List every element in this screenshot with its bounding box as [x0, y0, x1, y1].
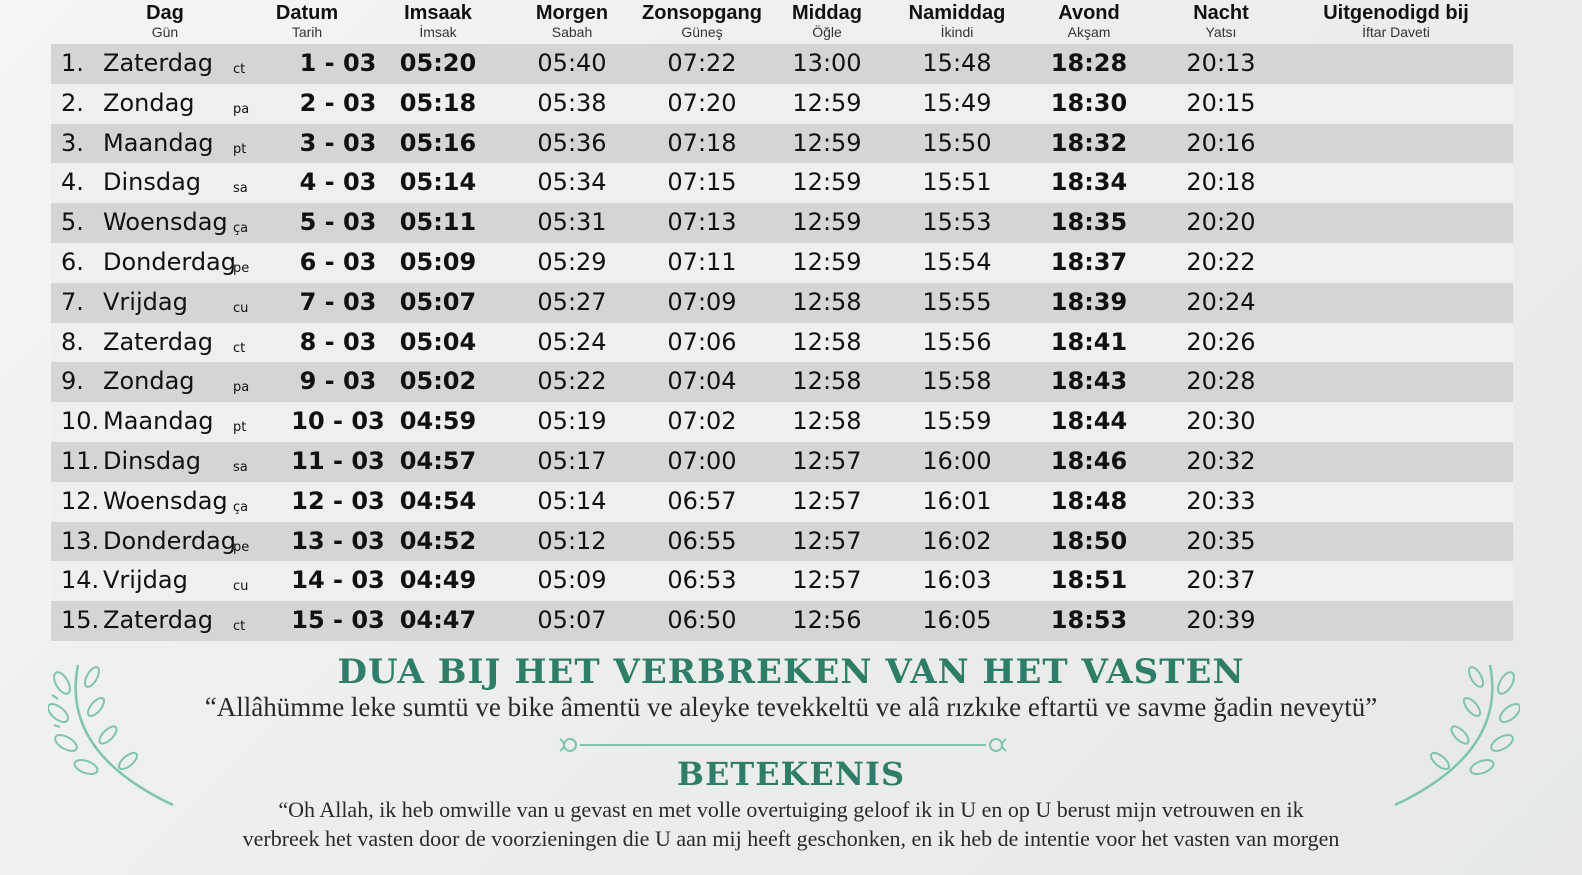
prayer-times-table	[51, 44, 1513, 641]
day-name: Donderdag	[103, 247, 236, 276]
header-zonsopgang	[642, 2, 762, 40]
time-aksam: 18:48	[1050, 486, 1128, 515]
row-number: 14.	[61, 566, 100, 595]
header-morgen	[536, 2, 608, 40]
time-gunes: 07:04	[667, 367, 737, 396]
time-ogle: 12:59	[792, 128, 862, 157]
time-ikindi: 15:49	[922, 88, 992, 117]
header-label: Nacht	[1193, 2, 1249, 24]
table-row	[51, 203, 1513, 243]
betekenis-line-1: “Oh Allah, ik heb omwille van u gevast en met volle overtuiging geloof ik in U en op U berust mijn vetrouwen en ik	[278, 797, 1304, 822]
time-gunes: 07:20	[667, 88, 737, 117]
date-cell: 1 - 03	[299, 49, 377, 77]
time-yatsi: 20:37	[1186, 566, 1256, 595]
time-gunes: 07:06	[667, 327, 737, 356]
day-abbreviation: ça	[233, 221, 249, 237]
header-middag	[792, 2, 862, 40]
header-sublabel: İkindi	[940, 24, 974, 40]
day-abbreviation: cu	[233, 579, 249, 595]
day-abbreviation: ça	[233, 499, 249, 515]
betekenis-title: BETEKENIS	[676, 755, 906, 793]
time-aksam: 18:41	[1050, 327, 1128, 356]
date-cell: 13 - 03	[291, 526, 385, 555]
row-number: 7.	[61, 287, 84, 316]
dua-text: “Allâhümme leke sumtü ve bike âmentü ve aleyke tevekkeltü ve alâ rızkıke eftartü ve savme ğadin neveytü”	[204, 692, 1378, 722]
time-sabah: 05:19	[537, 407, 607, 436]
row-number: 6.	[61, 247, 84, 276]
time-gunes: 06:50	[667, 606, 737, 635]
header-label: Middag	[792, 2, 862, 24]
date-cell: 4 - 03	[299, 168, 377, 197]
day-name: Vrijdag	[103, 566, 188, 595]
time-sabah: 05:12	[537, 526, 607, 555]
time-yatsi: 20:22	[1186, 247, 1256, 276]
time-ogle: 12:57	[792, 526, 862, 555]
header-sublabel: İmsak	[419, 24, 457, 40]
time-aksam: 18:37	[1050, 247, 1128, 276]
date-cell: 3 - 03	[299, 128, 377, 157]
dua-title: DUA BIJ HET VERBREKEN VAN HET VASTEN	[337, 652, 1245, 692]
time-imsak: 04:52	[399, 526, 477, 555]
time-sabah: 05:09	[537, 566, 607, 595]
table-row	[51, 362, 1513, 402]
time-sabah: 05:27	[537, 287, 607, 316]
table-row	[51, 84, 1513, 124]
time-sabah: 05:34	[537, 168, 607, 197]
table-row	[51, 482, 1513, 522]
time-gunes: 06:57	[667, 486, 737, 515]
day-name: Dinsdag	[103, 446, 202, 475]
day-abbreviation: ct	[233, 619, 246, 635]
time-aksam: 18:34	[1050, 168, 1128, 197]
date-cell: 12 - 03	[291, 486, 385, 515]
time-ikindi: 16:01	[922, 486, 992, 515]
day-abbreviation: ct	[233, 340, 246, 356]
header-label: Namiddag	[908, 2, 1006, 24]
time-ikindi: 15:48	[922, 49, 992, 77]
time-yatsi: 20:24	[1186, 287, 1256, 316]
time-aksam: 18:53	[1050, 606, 1128, 635]
header-sublabel: İftar Daveti	[1362, 24, 1430, 40]
time-gunes: 07:15	[667, 168, 737, 197]
time-sabah: 05:29	[537, 247, 607, 276]
time-aksam: 18:32	[1050, 128, 1128, 157]
day-name: Maandag	[103, 407, 214, 436]
time-sabah: 05:14	[537, 486, 607, 515]
row-number: 1.	[61, 49, 84, 77]
time-yatsi: 20:30	[1186, 407, 1256, 436]
header-sublabel: Güneş	[681, 24, 723, 40]
time-imsak: 05:16	[399, 128, 477, 157]
header-label: Uitgenodigd bij	[1323, 2, 1469, 24]
time-imsak: 05:14	[399, 168, 477, 197]
time-ogle: 12:57	[792, 566, 862, 595]
time-imsak: 05:02	[399, 367, 477, 396]
row-number: 8.	[61, 327, 84, 356]
table-row	[51, 402, 1513, 442]
date-cell: 7 - 03	[299, 287, 377, 316]
day-abbreviation: pe	[233, 539, 250, 555]
time-ogle: 12:58	[792, 327, 862, 356]
header-label: Avond	[1058, 2, 1120, 24]
time-ikindi: 15:58	[922, 367, 992, 396]
time-gunes: 07:18	[667, 128, 737, 157]
time-yatsi: 20:18	[1186, 168, 1256, 197]
time-ogle: 12:57	[792, 446, 862, 475]
date-cell: 5 - 03	[299, 208, 377, 237]
time-yatsi: 20:20	[1186, 208, 1256, 237]
time-imsak: 04:47	[399, 606, 477, 635]
header-sublabel: Öğle	[812, 24, 842, 40]
time-aksam: 18:44	[1050, 407, 1128, 436]
header-sublabel: Gün	[151, 24, 179, 40]
day-name: Vrijdag	[103, 287, 188, 316]
betekenis-line-2: verbreek het vasten door de voorzieningen die U aan mij heeft geschonken, en ik heb de intentie voor het vasten van morgen	[242, 826, 1340, 851]
time-yatsi: 20:26	[1186, 327, 1256, 356]
header-datum	[276, 2, 338, 40]
time-gunes: 07:13	[667, 208, 737, 237]
time-ikindi: 16:02	[922, 526, 992, 555]
time-yatsi: 20:16	[1186, 128, 1256, 157]
time-ikindi: 15:53	[922, 208, 992, 237]
table-row	[51, 522, 1513, 562]
date-cell: 6 - 03	[299, 247, 377, 276]
time-aksam: 18:39	[1050, 287, 1128, 316]
time-aksam: 18:51	[1050, 566, 1128, 595]
day-abbreviation: sa	[233, 181, 248, 197]
time-ogle: 12:59	[792, 208, 862, 237]
header-namiddag	[909, 2, 1006, 40]
header-dag	[146, 2, 184, 40]
date-cell: 11 - 03	[291, 446, 385, 475]
table-header	[0, 2, 1582, 44]
day-abbreviation: cu	[233, 300, 249, 316]
time-yatsi: 20:13	[1186, 49, 1256, 77]
header-label: Zonsopgang	[642, 2, 762, 24]
time-aksam: 18:43	[1050, 367, 1128, 396]
time-ikindi: 15:59	[922, 407, 992, 436]
betekenis-text	[0, 795, 1582, 853]
time-imsak: 04:57	[399, 446, 477, 475]
time-sabah: 05:24	[537, 327, 607, 356]
header-avond	[1058, 2, 1119, 40]
time-imsak: 05:07	[399, 287, 477, 316]
time-gunes: 07:22	[667, 49, 737, 77]
time-sabah: 05:17	[537, 446, 607, 475]
table-row	[51, 442, 1513, 482]
header-sublabel: Yatsı	[1205, 24, 1237, 40]
time-ogle: 12:58	[792, 287, 862, 316]
time-gunes: 06:53	[667, 566, 737, 595]
ornamental-divider-icon	[558, 735, 1008, 755]
row-number: 10.	[61, 407, 100, 436]
time-imsak: 05:18	[399, 88, 477, 117]
day-name: Zaterdag	[103, 49, 213, 77]
time-ikindi: 15:50	[922, 128, 992, 157]
header-sublabel: Sabah	[551, 24, 593, 40]
time-sabah: 05:31	[537, 208, 607, 237]
day-abbreviation: pa	[233, 380, 250, 396]
time-sabah: 05:22	[537, 367, 607, 396]
time-gunes: 06:55	[667, 526, 737, 555]
time-ogle: 12:57	[792, 486, 862, 515]
header-sublabel: Akşam	[1067, 24, 1111, 40]
time-aksam: 18:46	[1050, 446, 1128, 475]
table-row	[51, 601, 1513, 641]
time-ogle: 12:58	[792, 367, 862, 396]
time-ogle: 13:00	[792, 49, 862, 77]
time-sabah: 05:40	[537, 49, 607, 77]
time-ikindi: 16:05	[922, 606, 992, 635]
time-yatsi: 20:28	[1186, 367, 1256, 396]
time-ogle: 12:56	[792, 606, 862, 635]
header-label: Dag	[146, 2, 184, 24]
row-number: 4.	[61, 168, 84, 197]
time-ogle: 12:58	[792, 407, 862, 436]
time-ikindi: 15:55	[922, 287, 992, 316]
row-number: 12.	[61, 486, 100, 515]
time-gunes: 07:11	[667, 247, 737, 276]
time-yatsi: 20:15	[1186, 88, 1256, 117]
row-number: 2.	[61, 88, 84, 117]
time-yatsi: 20:32	[1186, 446, 1256, 475]
table-row	[51, 44, 1513, 84]
header-imsaak	[404, 2, 472, 40]
day-abbreviation: pa	[233, 101, 250, 117]
time-ikindi: 15:54	[922, 247, 992, 276]
day-abbreviation: ct	[233, 62, 246, 77]
time-sabah: 05:38	[537, 88, 607, 117]
day-name: Zaterdag	[103, 606, 213, 635]
day-abbreviation: sa	[233, 459, 248, 475]
row-number: 13.	[61, 526, 100, 555]
time-imsak: 05:04	[399, 327, 477, 356]
time-imsak: 04:49	[399, 566, 477, 595]
table-row	[51, 323, 1513, 363]
row-number: 9.	[61, 367, 84, 396]
table-row	[51, 283, 1513, 323]
day-name: Maandag	[103, 128, 214, 157]
time-ikindi: 15:51	[922, 168, 992, 197]
time-yatsi: 20:35	[1186, 526, 1256, 555]
time-aksam: 18:30	[1050, 88, 1128, 117]
header-label: Datum	[275, 2, 339, 24]
row-number: 3.	[61, 128, 84, 157]
day-abbreviation: pt	[233, 420, 247, 436]
time-gunes: 07:09	[667, 287, 737, 316]
header-label: Imsaak	[404, 2, 472, 24]
date-cell: 8 - 03	[299, 327, 377, 356]
day-name: Zaterdag	[103, 327, 213, 356]
header-sublabel: Tarih	[291, 24, 323, 40]
time-aksam: 18:28	[1050, 49, 1128, 77]
header-uitgenodigd	[1323, 2, 1469, 40]
time-aksam: 18:50	[1050, 526, 1128, 555]
date-cell: 9 - 03	[299, 367, 377, 396]
time-ikindi: 15:56	[922, 327, 992, 356]
day-name: Woensdag	[103, 208, 228, 237]
time-ogle: 12:59	[792, 247, 862, 276]
day-name: Zondag	[103, 88, 195, 117]
time-aksam: 18:35	[1050, 208, 1128, 237]
time-imsak: 05:20	[399, 49, 477, 77]
row-number: 11.	[61, 446, 100, 475]
table-row	[51, 163, 1513, 203]
date-cell: 10 - 03	[291, 407, 385, 436]
day-name: Zondag	[103, 367, 195, 396]
table-row	[51, 561, 1513, 601]
row-number: 15.	[61, 606, 100, 635]
time-yatsi: 20:33	[1186, 486, 1256, 515]
date-cell: 14 - 03	[291, 566, 385, 595]
time-sabah: 05:36	[537, 128, 607, 157]
time-ogle: 12:59	[792, 88, 862, 117]
header-label: Morgen	[535, 2, 609, 24]
day-name: Woensdag	[103, 486, 228, 515]
day-abbreviation: pt	[233, 141, 247, 157]
date-cell: 15 - 03	[291, 606, 385, 635]
date-cell: 2 - 03	[299, 88, 377, 117]
time-ikindi: 16:03	[922, 566, 992, 595]
time-imsak: 05:09	[399, 247, 477, 276]
time-imsak: 04:59	[399, 407, 477, 436]
day-name: Donderdag	[103, 526, 236, 555]
time-yatsi: 20:39	[1186, 606, 1256, 635]
day-abbreviation: pe	[233, 260, 250, 276]
header-nacht	[1193, 2, 1249, 40]
time-sabah: 05:07	[537, 606, 607, 635]
time-gunes: 07:00	[667, 446, 737, 475]
time-imsak: 05:11	[399, 208, 477, 237]
day-name: Dinsdag	[103, 168, 202, 197]
time-gunes: 07:02	[667, 407, 737, 436]
time-imsak: 04:54	[399, 486, 477, 515]
table-row	[51, 124, 1513, 164]
row-number: 5.	[61, 208, 84, 237]
table-row	[51, 243, 1513, 283]
time-ogle: 12:59	[792, 168, 862, 197]
time-ikindi: 16:00	[922, 446, 992, 475]
